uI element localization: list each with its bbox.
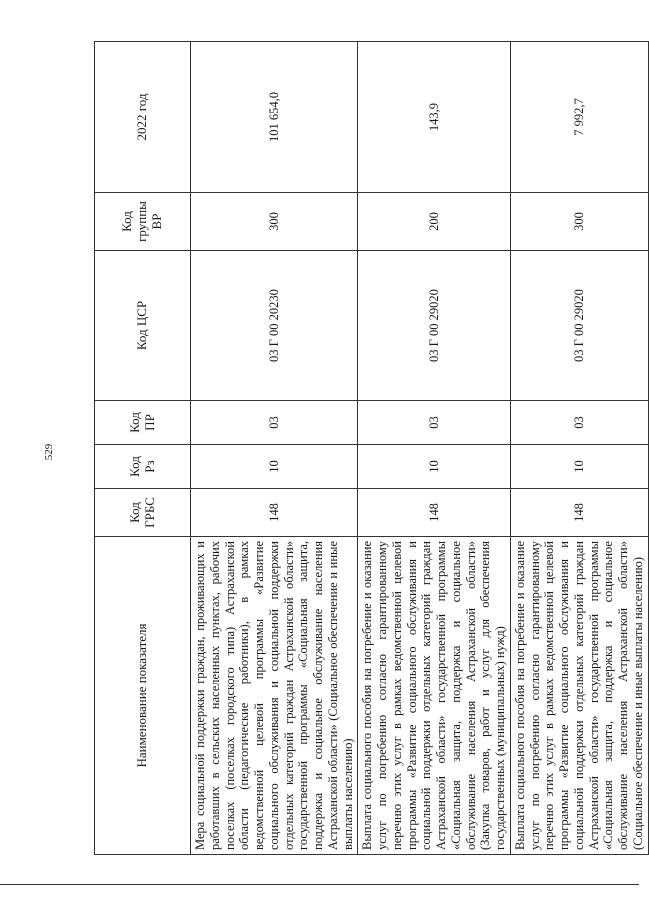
cell-pr: 03 bbox=[358, 401, 511, 445]
cell-grbs: 148 bbox=[358, 489, 511, 537]
table-row bbox=[358, 42, 511, 855]
page-bottom-rule bbox=[0, 884, 639, 885]
table-row bbox=[191, 42, 358, 855]
table-row bbox=[510, 42, 648, 855]
cell-year: 7 992,7 bbox=[510, 42, 648, 193]
header-name: Наименование показателя bbox=[95, 537, 191, 855]
cell-csr: 03 Г 00 29020 bbox=[358, 251, 511, 401]
cell-rz: 10 bbox=[358, 445, 511, 489]
cell-year: 143,9 bbox=[358, 42, 511, 193]
cell-vr: 200 bbox=[358, 193, 511, 251]
cell-rz: 10 bbox=[510, 445, 648, 489]
header-vr: Код группы ВР bbox=[95, 193, 191, 251]
cell-vr: 300 bbox=[510, 193, 648, 251]
cell-grbs: 148 bbox=[510, 489, 648, 537]
cell-year: 101 654,0 bbox=[191, 42, 358, 193]
header-year: 2022 год bbox=[95, 42, 191, 193]
header-pr: Код ПР bbox=[95, 401, 191, 445]
cell-name: Мера социальной поддержки граждан, проживающих и работавших в сельских населенных пунктах, рабочих поселках (поселках городского типа) Астраханской области (педагогические работники), в рамках ведомственной целевой программы «Развитие социального обслуживания и социальной поддержки отдельных категорий граждан Астраханской области» государственной программы «Социальная защита, поддержка и социальное обслуживание населения Астраханской области» (Социальное обеспечение и иные выплаты населению) bbox=[191, 537, 358, 855]
cell-name: Выплата социального пособия на погребение и оказание услуг по погребению согласно гарантированному перечню этих услуг в рамках ведомственной целевой программы «Развитие социального обслуживания и социальной поддержки отдельных категорий граждан Астраханской области» государственной программы «Социальная защита, поддержка и социальное обслуживание населения Астраханской области» (Социальное обеспечение и иные выплаты населению) bbox=[510, 537, 648, 855]
cell-rz: 10 bbox=[191, 445, 358, 489]
header-grbs: Код ГРБС bbox=[95, 489, 191, 537]
cell-csr: 03 Г 00 29020 bbox=[510, 251, 648, 401]
budget-table bbox=[94, 41, 649, 855]
cell-vr: 300 bbox=[191, 193, 358, 251]
cell-name: Выплата социального пособия на погребение и оказание услуг по погребению согласно гарантированному перечню этих услуг в рамках ведомственной целевой программы «Развитие социального обслуживания и социальной поддержки отдельных категорий граждан Астраханской области» государственной программы «Социальная защита, поддержка и социальное обслуживание населения Астраханской области» (Закупка товаров, работ и услуг для обеспечения государственных (муниципальных) нужд) bbox=[358, 537, 511, 855]
cell-grbs: 148 bbox=[191, 489, 358, 537]
table-header-row bbox=[95, 42, 191, 855]
header-rz: Код Рз bbox=[95, 445, 191, 489]
page-number: 529 bbox=[43, 443, 55, 461]
cell-pr: 03 bbox=[191, 401, 358, 445]
header-csr: Код ЦСР bbox=[95, 251, 191, 401]
cell-pr: 03 bbox=[510, 401, 648, 445]
cell-csr: 03 Г 00 20230 bbox=[191, 251, 358, 401]
rotated-table-stage bbox=[94, 42, 645, 855]
